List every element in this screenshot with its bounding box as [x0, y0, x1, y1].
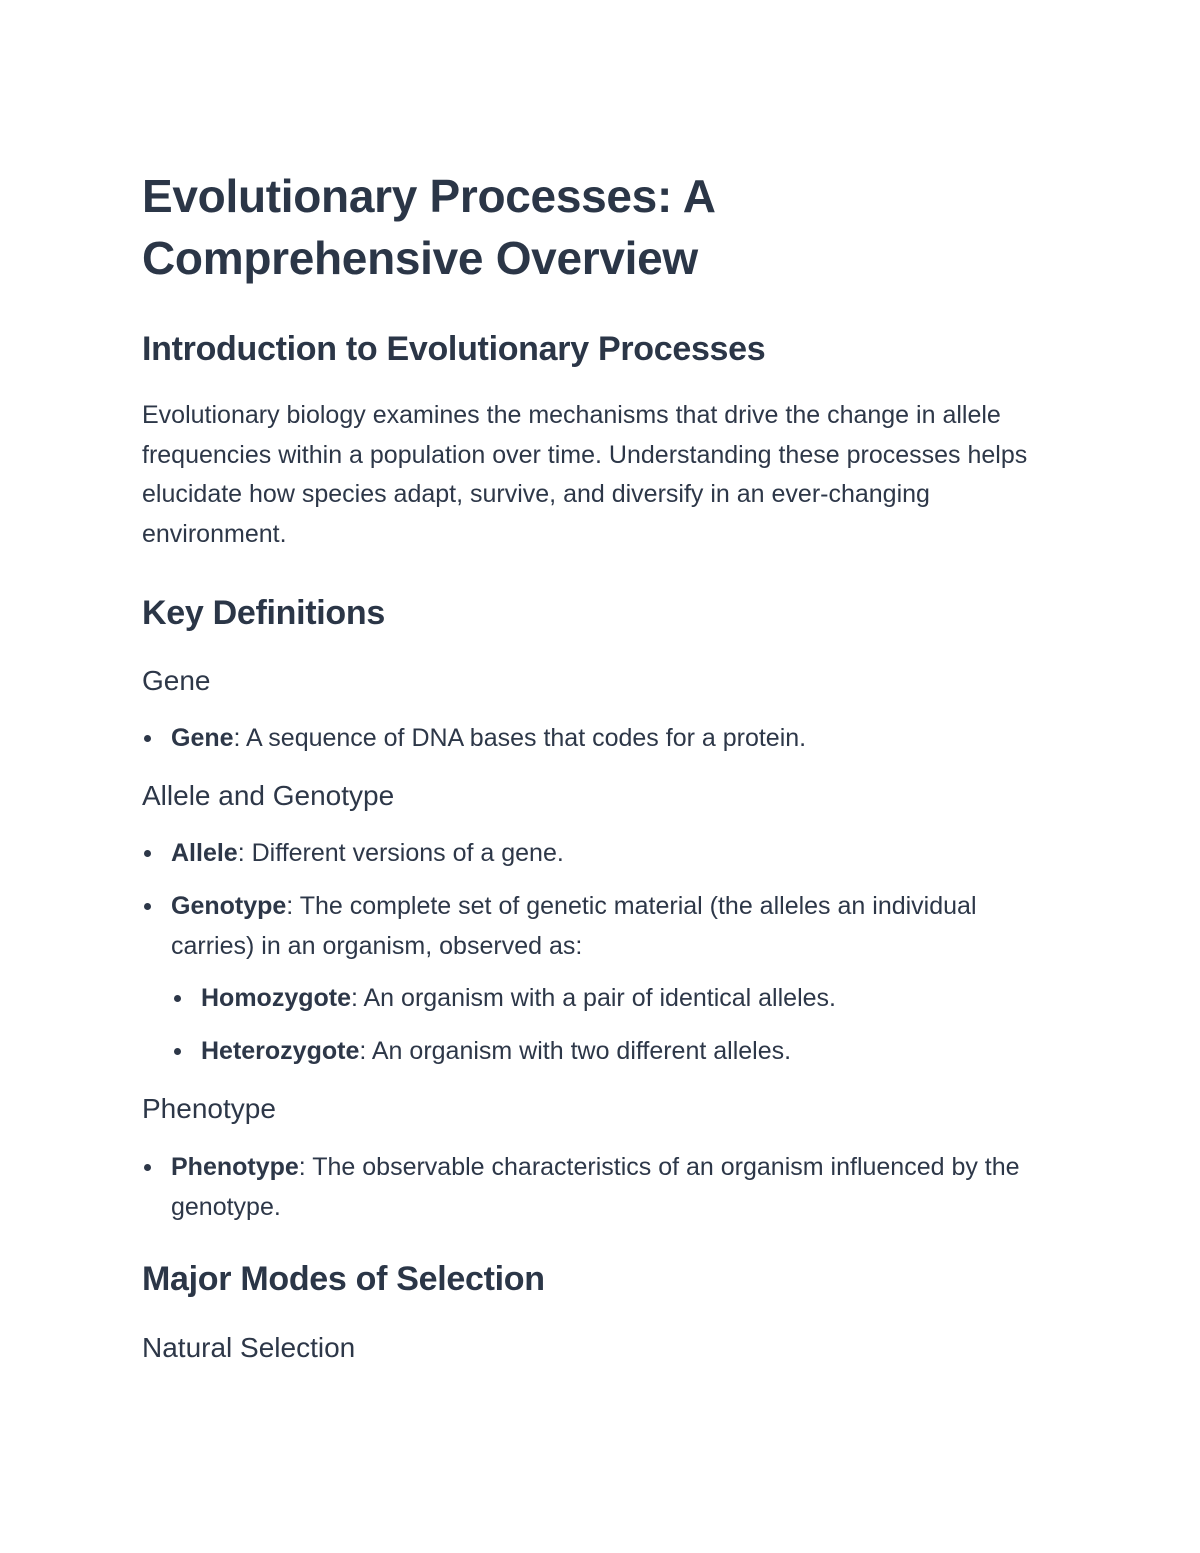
list-item [142, 833, 1042, 873]
definition-gene: : A sequence of DNA bases that codes for a protein. [233, 724, 807, 752]
list-item [172, 978, 1042, 1018]
term-homozygote: Homozygote [201, 984, 351, 1012]
definition-phenotype: : The observable characteristics of an organism influenced by the genotype. [171, 1153, 1020, 1221]
section-heading-introduction: Introduction to Evolutionary Processes [142, 330, 766, 368]
section-heading-major-modes-of-selection: Major Modes of Selection [142, 1260, 545, 1298]
term-phenotype: Phenotype [171, 1153, 299, 1181]
definition-allele: : Different versions of a gene. [237, 839, 564, 867]
subheading-gene: Gene [142, 665, 211, 696]
phenotype-definition-list [142, 1147, 1042, 1227]
list-item [172, 1031, 1042, 1071]
page-title: Evolutionary Processes: A Comprehensive Overview [142, 170, 714, 284]
document-page [142, 165, 1042, 1366]
allele-genotype-definition-list [142, 833, 1042, 1071]
definition-heterozygote: : An organism with two different alleles. [359, 1037, 792, 1065]
term-heterozygote: Heterozygote [201, 1037, 360, 1065]
genotype-sublist [172, 978, 1042, 1071]
subheading-natural-selection: Natural Selection [142, 1332, 356, 1363]
list-item [142, 1147, 1042, 1227]
subheading-allele-genotype: Allele and Genotype [142, 780, 395, 811]
term-genotype: Genotype [171, 892, 287, 920]
section-heading-key-definitions: Key Definitions [142, 594, 385, 632]
term-gene: Gene [171, 724, 234, 752]
term-allele: Allele [171, 839, 238, 867]
definition-genotype: : The complete set of genetic material (the alleles an individual carries) in an organism, observed as: [171, 892, 977, 960]
definition-homozygote: : An organism with a pair of identical alleles. [351, 984, 836, 1012]
intro-paragraph: Evolutionary biology examines the mechanisms that drive the change in allele frequencies within a population over time. Understanding these processes helps elucidate how species adapt, survive, and diversify in an ever-changing environment. [142, 401, 1028, 548]
gene-definition-list [142, 718, 1042, 758]
list-item [142, 718, 1042, 758]
list-item [142, 886, 1042, 1071]
subheading-phenotype: Phenotype [142, 1093, 276, 1124]
